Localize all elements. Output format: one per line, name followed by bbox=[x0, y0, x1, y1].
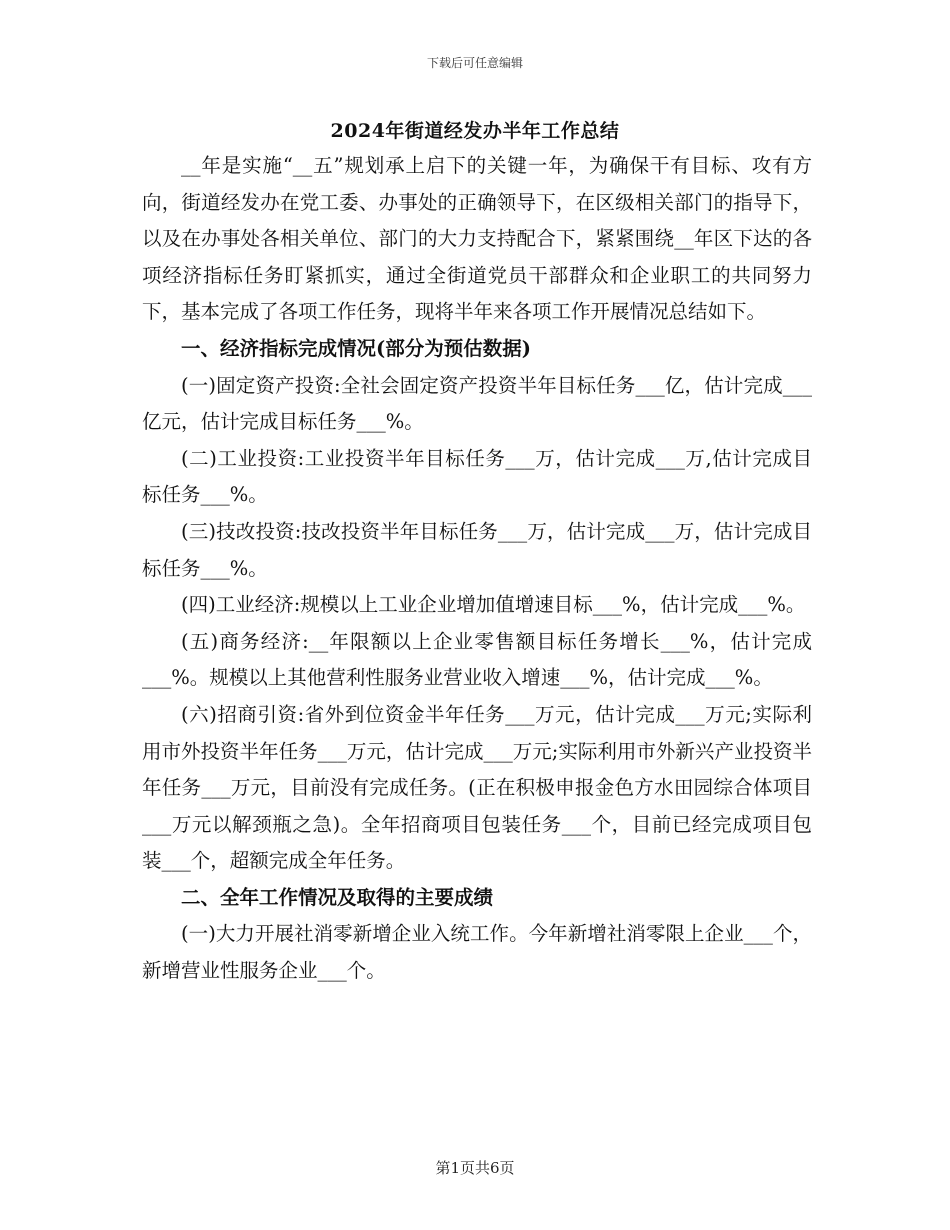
intro-paragraph: __年是实施“__五”规划承上启下的关键一年，为确保干有目标、攻有方向，街道经发办在党工委、办事处的正确领导下，在区级相关部门的指导下，以及在办事处各相关单位、部门的大力支持配合下，紧紧围绕__年区下达的各项经济指标任务盯紧抓实，通过全街道党员干部群众和企业职工的共同努力下，基本完成了各项工作任务，现将半年来各项工作开展情况总结如下。 bbox=[142, 154, 812, 324]
item-industrial-investment: (二)工业投资:工业投资半年目标任务___万，估计完成___万,估计完成目标任务___%。 bbox=[142, 446, 812, 507]
page-header-note: 下载后可任意编辑 bbox=[426, 56, 523, 70]
item-commerce-economy: (五)商务经济:__年限额以上企业零售额目标任务增长___%，估计完成___%。规模以上其他营利性服务业营业收入增速___%，估计完成___%。 bbox=[142, 629, 812, 690]
section-heading-1: 一、经济指标完成情况(部分为预估数据) bbox=[181, 336, 531, 360]
item-technical-renovation-investment: (三)技改投资:技改投资半年目标任务___万，估计完成___万，估计完成目标任务___%。 bbox=[142, 519, 812, 580]
item-fixed-asset-investment: (一)固定资产投资:全社会固定资产投资半年目标任务___亿，估计完成___亿元，估计完成目标任务___%。 bbox=[142, 373, 812, 434]
item-industrial-economy: (四)工业经济:规模以上工业企业增加值增速目标___%，估计完成___%。 bbox=[181, 593, 806, 617]
item-retail-enterprise-registration: (一)大力开展社消零新增企业入统工作。今年新增社消零限上企业___个，新增营业性服务企业___个。 bbox=[142, 922, 812, 983]
document-body bbox=[142, 148, 812, 990]
item-investment-promotion: (六)招商引资:省外到位资金半年任务___万元，估计完成___万元;实际利用市外投资半年任务___万元，估计完成___万元;实际利用市外新兴产业投资半年任务___万元，目前没有完成任务。(正在积极申报金色方水田园综合体项目___万元以解颈瓶之急)。全年招商项目包装任务___个，目前已经完成项目包装___个，超额完成全年任务。 bbox=[142, 702, 812, 873]
document-title: 2024年街道经发办半年工作总结 bbox=[330, 120, 620, 142]
page-number: 第1页共6页 bbox=[435, 1159, 515, 1177]
section-heading-2: 二、全年工作情况及取得的主要成绩 bbox=[181, 885, 494, 909]
